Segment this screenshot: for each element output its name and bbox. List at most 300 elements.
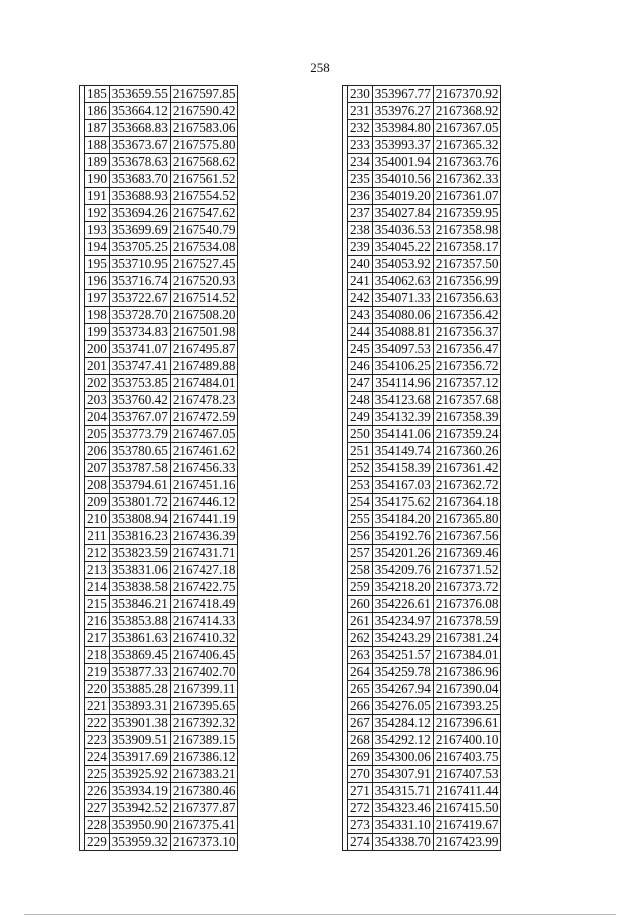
point-number-cell: 263 bbox=[348, 647, 373, 664]
y-coordinate-cell: 2167356.63 bbox=[433, 290, 501, 307]
x-coordinate-cell: 353893.31 bbox=[109, 698, 170, 715]
x-coordinate-cell: 354010.56 bbox=[372, 171, 433, 188]
y-coordinate-cell: 2167561.52 bbox=[170, 171, 238, 188]
x-coordinate-cell: 354167.03 bbox=[372, 477, 433, 494]
x-coordinate-cell: 353808.94 bbox=[109, 511, 170, 528]
table-row bbox=[343, 426, 501, 443]
x-coordinate-cell: 354045.22 bbox=[372, 239, 433, 256]
point-number-cell: 253 bbox=[348, 477, 373, 494]
point-number-cell: 210 bbox=[85, 511, 110, 528]
x-coordinate-cell: 353699.69 bbox=[109, 222, 170, 239]
table-row bbox=[343, 579, 501, 596]
table-row bbox=[80, 681, 238, 698]
y-coordinate-cell: 2167568.62 bbox=[170, 154, 238, 171]
x-coordinate-cell: 354323.46 bbox=[372, 800, 433, 817]
y-coordinate-cell: 2167501.98 bbox=[170, 324, 238, 341]
table-row bbox=[343, 783, 501, 800]
point-number-cell: 207 bbox=[85, 460, 110, 477]
x-coordinate-cell: 353917.69 bbox=[109, 749, 170, 766]
x-coordinate-cell: 353909.51 bbox=[109, 732, 170, 749]
x-coordinate-cell: 353950.90 bbox=[109, 817, 170, 834]
point-number-cell: 273 bbox=[348, 817, 373, 834]
y-coordinate-cell: 2167547.62 bbox=[170, 205, 238, 222]
point-number-cell: 269 bbox=[348, 749, 373, 766]
x-coordinate-cell: 354027.84 bbox=[372, 205, 433, 222]
table-row bbox=[343, 375, 501, 392]
table-row bbox=[80, 205, 238, 222]
point-number-cell: 248 bbox=[348, 392, 373, 409]
point-number-cell: 251 bbox=[348, 443, 373, 460]
x-coordinate-cell: 353823.59 bbox=[109, 545, 170, 562]
table-row bbox=[80, 664, 238, 681]
y-coordinate-cell: 2167369.46 bbox=[433, 545, 501, 562]
point-number-cell: 267 bbox=[348, 715, 373, 732]
y-coordinate-cell: 2167377.87 bbox=[170, 800, 238, 817]
table-row bbox=[343, 460, 501, 477]
point-number-cell: 272 bbox=[348, 800, 373, 817]
table-row bbox=[343, 307, 501, 324]
y-coordinate-cell: 2167406.45 bbox=[170, 647, 238, 664]
x-coordinate-cell: 354158.39 bbox=[372, 460, 433, 477]
y-coordinate-cell: 2167367.05 bbox=[433, 120, 501, 137]
table-row bbox=[80, 528, 238, 545]
x-coordinate-cell: 354292.12 bbox=[372, 732, 433, 749]
point-number-cell: 232 bbox=[348, 120, 373, 137]
point-number-cell: 198 bbox=[85, 307, 110, 324]
y-coordinate-cell: 2167597.85 bbox=[170, 86, 238, 103]
x-coordinate-cell: 353716.74 bbox=[109, 273, 170, 290]
table-row bbox=[343, 392, 501, 409]
point-number-cell: 208 bbox=[85, 477, 110, 494]
x-coordinate-cell: 353831.06 bbox=[109, 562, 170, 579]
x-coordinate-cell: 354226.61 bbox=[372, 596, 433, 613]
point-number-cell: 264 bbox=[348, 664, 373, 681]
x-coordinate-cell: 354114.96 bbox=[372, 375, 433, 392]
x-coordinate-cell: 353816.23 bbox=[109, 528, 170, 545]
point-number-cell: 231 bbox=[348, 103, 373, 120]
table-row bbox=[343, 596, 501, 613]
y-coordinate-cell: 2167396.61 bbox=[433, 715, 501, 732]
table-row bbox=[80, 647, 238, 664]
table-row bbox=[80, 392, 238, 409]
table-row bbox=[80, 766, 238, 783]
y-coordinate-cell: 2167411.44 bbox=[433, 783, 501, 800]
y-coordinate-cell: 2167403.75 bbox=[433, 749, 501, 766]
point-number-cell: 203 bbox=[85, 392, 110, 409]
x-coordinate-cell: 353959.32 bbox=[109, 834, 170, 851]
point-number-cell: 189 bbox=[85, 154, 110, 171]
y-coordinate-cell: 2167357.12 bbox=[433, 375, 501, 392]
y-coordinate-cell: 2167376.08 bbox=[433, 596, 501, 613]
point-number-cell: 250 bbox=[348, 426, 373, 443]
x-coordinate-cell: 353780.65 bbox=[109, 443, 170, 460]
table-row bbox=[343, 613, 501, 630]
x-coordinate-cell: 354243.29 bbox=[372, 630, 433, 647]
x-coordinate-cell: 354106.25 bbox=[372, 358, 433, 375]
x-coordinate-cell: 353734.83 bbox=[109, 324, 170, 341]
point-number-cell: 274 bbox=[348, 834, 373, 851]
table-row bbox=[343, 239, 501, 256]
table-row bbox=[343, 171, 501, 188]
point-number-cell: 194 bbox=[85, 239, 110, 256]
point-number-cell: 243 bbox=[348, 307, 373, 324]
table-row bbox=[80, 783, 238, 800]
table-row bbox=[343, 528, 501, 545]
table-row bbox=[343, 681, 501, 698]
table-row bbox=[343, 409, 501, 426]
x-coordinate-cell: 353869.45 bbox=[109, 647, 170, 664]
table-row bbox=[80, 800, 238, 817]
table-row bbox=[343, 120, 501, 137]
table-row bbox=[343, 273, 501, 290]
table-row bbox=[343, 698, 501, 715]
y-coordinate-cell: 2167422.75 bbox=[170, 579, 238, 596]
point-number-cell: 258 bbox=[348, 562, 373, 579]
y-coordinate-cell: 2167370.92 bbox=[433, 86, 501, 103]
point-number-cell: 255 bbox=[348, 511, 373, 528]
x-coordinate-cell: 354300.06 bbox=[372, 749, 433, 766]
point-number-cell: 214 bbox=[85, 579, 110, 596]
x-coordinate-cell: 354123.68 bbox=[372, 392, 433, 409]
x-coordinate-cell: 353668.83 bbox=[109, 120, 170, 137]
y-coordinate-cell: 2167375.41 bbox=[170, 817, 238, 834]
table-row bbox=[80, 426, 238, 443]
x-coordinate-cell: 354234.97 bbox=[372, 613, 433, 630]
point-number-cell: 271 bbox=[348, 783, 373, 800]
y-coordinate-cell: 2167514.52 bbox=[170, 290, 238, 307]
x-coordinate-cell: 353678.63 bbox=[109, 154, 170, 171]
x-coordinate-cell: 353673.67 bbox=[109, 137, 170, 154]
table-row bbox=[343, 324, 501, 341]
point-number-cell: 252 bbox=[348, 460, 373, 477]
table-row bbox=[80, 341, 238, 358]
x-coordinate-cell: 354209.76 bbox=[372, 562, 433, 579]
x-coordinate-cell: 353934.19 bbox=[109, 783, 170, 800]
y-coordinate-cell: 2167451.16 bbox=[170, 477, 238, 494]
table-row bbox=[343, 494, 501, 511]
point-number-cell: 223 bbox=[85, 732, 110, 749]
point-number-cell: 268 bbox=[348, 732, 373, 749]
table-row bbox=[80, 715, 238, 732]
point-number-cell: 186 bbox=[85, 103, 110, 120]
y-coordinate-cell: 2167484.01 bbox=[170, 375, 238, 392]
table-row bbox=[343, 715, 501, 732]
point-number-cell: 234 bbox=[348, 154, 373, 171]
point-number-cell: 218 bbox=[85, 647, 110, 664]
table-row bbox=[80, 477, 238, 494]
point-number-cell: 256 bbox=[348, 528, 373, 545]
y-coordinate-cell: 2167362.33 bbox=[433, 171, 501, 188]
x-coordinate-cell: 353683.70 bbox=[109, 171, 170, 188]
x-coordinate-cell: 353993.37 bbox=[372, 137, 433, 154]
table-row bbox=[80, 749, 238, 766]
y-coordinate-cell: 2167383.21 bbox=[170, 766, 238, 783]
point-number-cell: 230 bbox=[348, 86, 373, 103]
y-coordinate-cell: 2167410.32 bbox=[170, 630, 238, 647]
x-coordinate-cell: 353801.72 bbox=[109, 494, 170, 511]
y-coordinate-cell: 2167436.39 bbox=[170, 528, 238, 545]
x-coordinate-cell: 353976.27 bbox=[372, 103, 433, 120]
table-row bbox=[80, 698, 238, 715]
y-coordinate-cell: 2167386.12 bbox=[170, 749, 238, 766]
y-coordinate-cell: 2167590.42 bbox=[170, 103, 238, 120]
y-coordinate-cell: 2167384.01 bbox=[433, 647, 501, 664]
point-number-cell: 215 bbox=[85, 596, 110, 613]
x-coordinate-cell: 354315.71 bbox=[372, 783, 433, 800]
y-coordinate-cell: 2167407.53 bbox=[433, 766, 501, 783]
y-coordinate-cell: 2167478.23 bbox=[170, 392, 238, 409]
x-coordinate-cell: 353741.07 bbox=[109, 341, 170, 358]
x-coordinate-cell: 353853.88 bbox=[109, 613, 170, 630]
point-number-cell: 259 bbox=[348, 579, 373, 596]
y-coordinate-cell: 2167402.70 bbox=[170, 664, 238, 681]
point-number-cell: 262 bbox=[348, 630, 373, 647]
point-number-cell: 233 bbox=[348, 137, 373, 154]
point-number-cell: 191 bbox=[85, 188, 110, 205]
x-coordinate-cell: 353760.42 bbox=[109, 392, 170, 409]
y-coordinate-cell: 2167393.25 bbox=[433, 698, 501, 715]
x-coordinate-cell: 354267.94 bbox=[372, 681, 433, 698]
y-coordinate-cell: 2167456.33 bbox=[170, 460, 238, 477]
y-coordinate-cell: 2167358.39 bbox=[433, 409, 501, 426]
table-row bbox=[343, 749, 501, 766]
y-coordinate-cell: 2167508.20 bbox=[170, 307, 238, 324]
table-row bbox=[343, 205, 501, 222]
y-coordinate-cell: 2167358.98 bbox=[433, 222, 501, 239]
y-coordinate-cell: 2167368.92 bbox=[433, 103, 501, 120]
y-coordinate-cell: 2167359.95 bbox=[433, 205, 501, 222]
y-coordinate-cell: 2167367.56 bbox=[433, 528, 501, 545]
point-number-cell: 190 bbox=[85, 171, 110, 188]
point-number-cell: 187 bbox=[85, 120, 110, 137]
table-row bbox=[80, 239, 238, 256]
point-number-cell: 236 bbox=[348, 188, 373, 205]
table-row bbox=[80, 375, 238, 392]
x-coordinate-cell: 353753.85 bbox=[109, 375, 170, 392]
point-number-cell: 227 bbox=[85, 800, 110, 817]
x-coordinate-cell: 353773.79 bbox=[109, 426, 170, 443]
x-coordinate-cell: 354141.06 bbox=[372, 426, 433, 443]
page-bottom-rule bbox=[24, 914, 616, 915]
y-coordinate-cell: 2167363.76 bbox=[433, 154, 501, 171]
y-coordinate-cell: 2167360.26 bbox=[433, 443, 501, 460]
coordinates-table-right bbox=[342, 85, 501, 851]
x-coordinate-cell: 353688.93 bbox=[109, 188, 170, 205]
y-coordinate-cell: 2167357.68 bbox=[433, 392, 501, 409]
y-coordinate-cell: 2167431.71 bbox=[170, 545, 238, 562]
y-coordinate-cell: 2167392.32 bbox=[170, 715, 238, 732]
y-coordinate-cell: 2167414.33 bbox=[170, 613, 238, 630]
table-row bbox=[80, 307, 238, 324]
y-coordinate-cell: 2167356.37 bbox=[433, 324, 501, 341]
point-number-cell: 240 bbox=[348, 256, 373, 273]
point-number-cell: 192 bbox=[85, 205, 110, 222]
point-number-cell: 219 bbox=[85, 664, 110, 681]
table-row bbox=[80, 290, 238, 307]
point-number-cell: 261 bbox=[348, 613, 373, 630]
x-coordinate-cell: 353901.38 bbox=[109, 715, 170, 732]
y-coordinate-cell: 2167554.52 bbox=[170, 188, 238, 205]
x-coordinate-cell: 354251.57 bbox=[372, 647, 433, 664]
table-row bbox=[80, 443, 238, 460]
y-coordinate-cell: 2167358.17 bbox=[433, 239, 501, 256]
table-row bbox=[343, 732, 501, 749]
x-coordinate-cell: 353722.67 bbox=[109, 290, 170, 307]
point-number-cell: 216 bbox=[85, 613, 110, 630]
point-number-cell: 247 bbox=[348, 375, 373, 392]
table-row bbox=[343, 800, 501, 817]
point-number-cell: 229 bbox=[85, 834, 110, 851]
x-coordinate-cell: 354053.92 bbox=[372, 256, 433, 273]
x-coordinate-cell: 354284.12 bbox=[372, 715, 433, 732]
x-coordinate-cell: 353747.41 bbox=[109, 358, 170, 375]
table-row bbox=[80, 137, 238, 154]
y-coordinate-cell: 2167467.05 bbox=[170, 426, 238, 443]
point-number-cell: 196 bbox=[85, 273, 110, 290]
y-coordinate-cell: 2167415.50 bbox=[433, 800, 501, 817]
table-row bbox=[80, 120, 238, 137]
table-row bbox=[343, 188, 501, 205]
y-coordinate-cell: 2167356.42 bbox=[433, 307, 501, 324]
table-row bbox=[343, 290, 501, 307]
coordinates-table-left-body bbox=[80, 86, 238, 851]
y-coordinate-cell: 2167356.72 bbox=[433, 358, 501, 375]
y-coordinate-cell: 2167361.42 bbox=[433, 460, 501, 477]
point-number-cell: 254 bbox=[348, 494, 373, 511]
y-coordinate-cell: 2167520.93 bbox=[170, 273, 238, 290]
y-coordinate-cell: 2167364.18 bbox=[433, 494, 501, 511]
x-coordinate-cell: 354149.74 bbox=[372, 443, 433, 460]
x-coordinate-cell: 353710.95 bbox=[109, 256, 170, 273]
table-row bbox=[80, 613, 238, 630]
point-number-cell: 200 bbox=[85, 341, 110, 358]
point-number-cell: 197 bbox=[85, 290, 110, 307]
table-row bbox=[80, 732, 238, 749]
y-coordinate-cell: 2167400.10 bbox=[433, 732, 501, 749]
point-number-cell: 195 bbox=[85, 256, 110, 273]
table-row bbox=[343, 137, 501, 154]
point-number-cell: 228 bbox=[85, 817, 110, 834]
y-coordinate-cell: 2167361.07 bbox=[433, 188, 501, 205]
y-coordinate-cell: 2167583.06 bbox=[170, 120, 238, 137]
table-row bbox=[343, 358, 501, 375]
table-row bbox=[80, 579, 238, 596]
point-number-cell: 212 bbox=[85, 545, 110, 562]
point-number-cell: 224 bbox=[85, 749, 110, 766]
y-coordinate-cell: 2167527.45 bbox=[170, 256, 238, 273]
x-coordinate-cell: 354088.81 bbox=[372, 324, 433, 341]
x-coordinate-cell: 353838.58 bbox=[109, 579, 170, 596]
point-number-cell: 238 bbox=[348, 222, 373, 239]
x-coordinate-cell: 353984.80 bbox=[372, 120, 433, 137]
table-row bbox=[80, 154, 238, 171]
table-row bbox=[80, 545, 238, 562]
table-row bbox=[80, 358, 238, 375]
x-coordinate-cell: 353942.52 bbox=[109, 800, 170, 817]
table-row bbox=[80, 188, 238, 205]
y-coordinate-cell: 2167365.32 bbox=[433, 137, 501, 154]
y-coordinate-cell: 2167399.11 bbox=[170, 681, 238, 698]
y-coordinate-cell: 2167371.52 bbox=[433, 562, 501, 579]
table-row bbox=[343, 817, 501, 834]
point-number-cell: 226 bbox=[85, 783, 110, 800]
point-number-cell: 241 bbox=[348, 273, 373, 290]
x-coordinate-cell: 353659.55 bbox=[109, 86, 170, 103]
x-coordinate-cell: 353767.07 bbox=[109, 409, 170, 426]
point-number-cell: 205 bbox=[85, 426, 110, 443]
y-coordinate-cell: 2167495.87 bbox=[170, 341, 238, 358]
x-coordinate-cell: 354307.91 bbox=[372, 766, 433, 783]
x-coordinate-cell: 354184.20 bbox=[372, 511, 433, 528]
y-coordinate-cell: 2167373.72 bbox=[433, 579, 501, 596]
x-coordinate-cell: 354218.20 bbox=[372, 579, 433, 596]
point-number-cell: 209 bbox=[85, 494, 110, 511]
y-coordinate-cell: 2167419.67 bbox=[433, 817, 501, 834]
point-number-cell: 270 bbox=[348, 766, 373, 783]
point-number-cell: 239 bbox=[348, 239, 373, 256]
point-number-cell: 246 bbox=[348, 358, 373, 375]
point-number-cell: 217 bbox=[85, 630, 110, 647]
y-coordinate-cell: 2167418.49 bbox=[170, 596, 238, 613]
table-row bbox=[80, 86, 238, 103]
coordinates-table-right-body bbox=[343, 86, 501, 851]
y-coordinate-cell: 2167534.08 bbox=[170, 239, 238, 256]
table-row bbox=[343, 664, 501, 681]
table-row bbox=[80, 596, 238, 613]
point-number-cell: 206 bbox=[85, 443, 110, 460]
y-coordinate-cell: 2167373.10 bbox=[170, 834, 238, 851]
y-coordinate-cell: 2167575.80 bbox=[170, 137, 238, 154]
point-number-cell: 213 bbox=[85, 562, 110, 579]
y-coordinate-cell: 2167390.04 bbox=[433, 681, 501, 698]
x-coordinate-cell: 354259.78 bbox=[372, 664, 433, 681]
point-number-cell: 245 bbox=[348, 341, 373, 358]
table-row bbox=[343, 154, 501, 171]
table-row bbox=[343, 647, 501, 664]
point-number-cell: 202 bbox=[85, 375, 110, 392]
table-row bbox=[343, 477, 501, 494]
point-number-cell: 201 bbox=[85, 358, 110, 375]
table-row bbox=[343, 86, 501, 103]
coordinates-table-left bbox=[79, 85, 238, 851]
point-number-cell: 260 bbox=[348, 596, 373, 613]
table-row bbox=[80, 817, 238, 834]
point-number-cell: 257 bbox=[348, 545, 373, 562]
table-row bbox=[80, 834, 238, 851]
point-number-cell: 249 bbox=[348, 409, 373, 426]
table-row bbox=[343, 341, 501, 358]
x-coordinate-cell: 353787.58 bbox=[109, 460, 170, 477]
point-number-cell: 193 bbox=[85, 222, 110, 239]
x-coordinate-cell: 354132.39 bbox=[372, 409, 433, 426]
point-number-cell: 242 bbox=[348, 290, 373, 307]
x-coordinate-cell: 353694.26 bbox=[109, 205, 170, 222]
table-row bbox=[343, 545, 501, 562]
x-coordinate-cell: 353925.92 bbox=[109, 766, 170, 783]
y-coordinate-cell: 2167441.19 bbox=[170, 511, 238, 528]
table-row bbox=[80, 562, 238, 579]
y-coordinate-cell: 2167386.96 bbox=[433, 664, 501, 681]
x-coordinate-cell: 353664.12 bbox=[109, 103, 170, 120]
table-row bbox=[343, 256, 501, 273]
x-coordinate-cell: 354062.63 bbox=[372, 273, 433, 290]
table-row bbox=[80, 273, 238, 290]
table-row bbox=[80, 222, 238, 239]
x-coordinate-cell: 354276.05 bbox=[372, 698, 433, 715]
table-row bbox=[343, 222, 501, 239]
x-coordinate-cell: 353794.61 bbox=[109, 477, 170, 494]
x-coordinate-cell: 353861.63 bbox=[109, 630, 170, 647]
